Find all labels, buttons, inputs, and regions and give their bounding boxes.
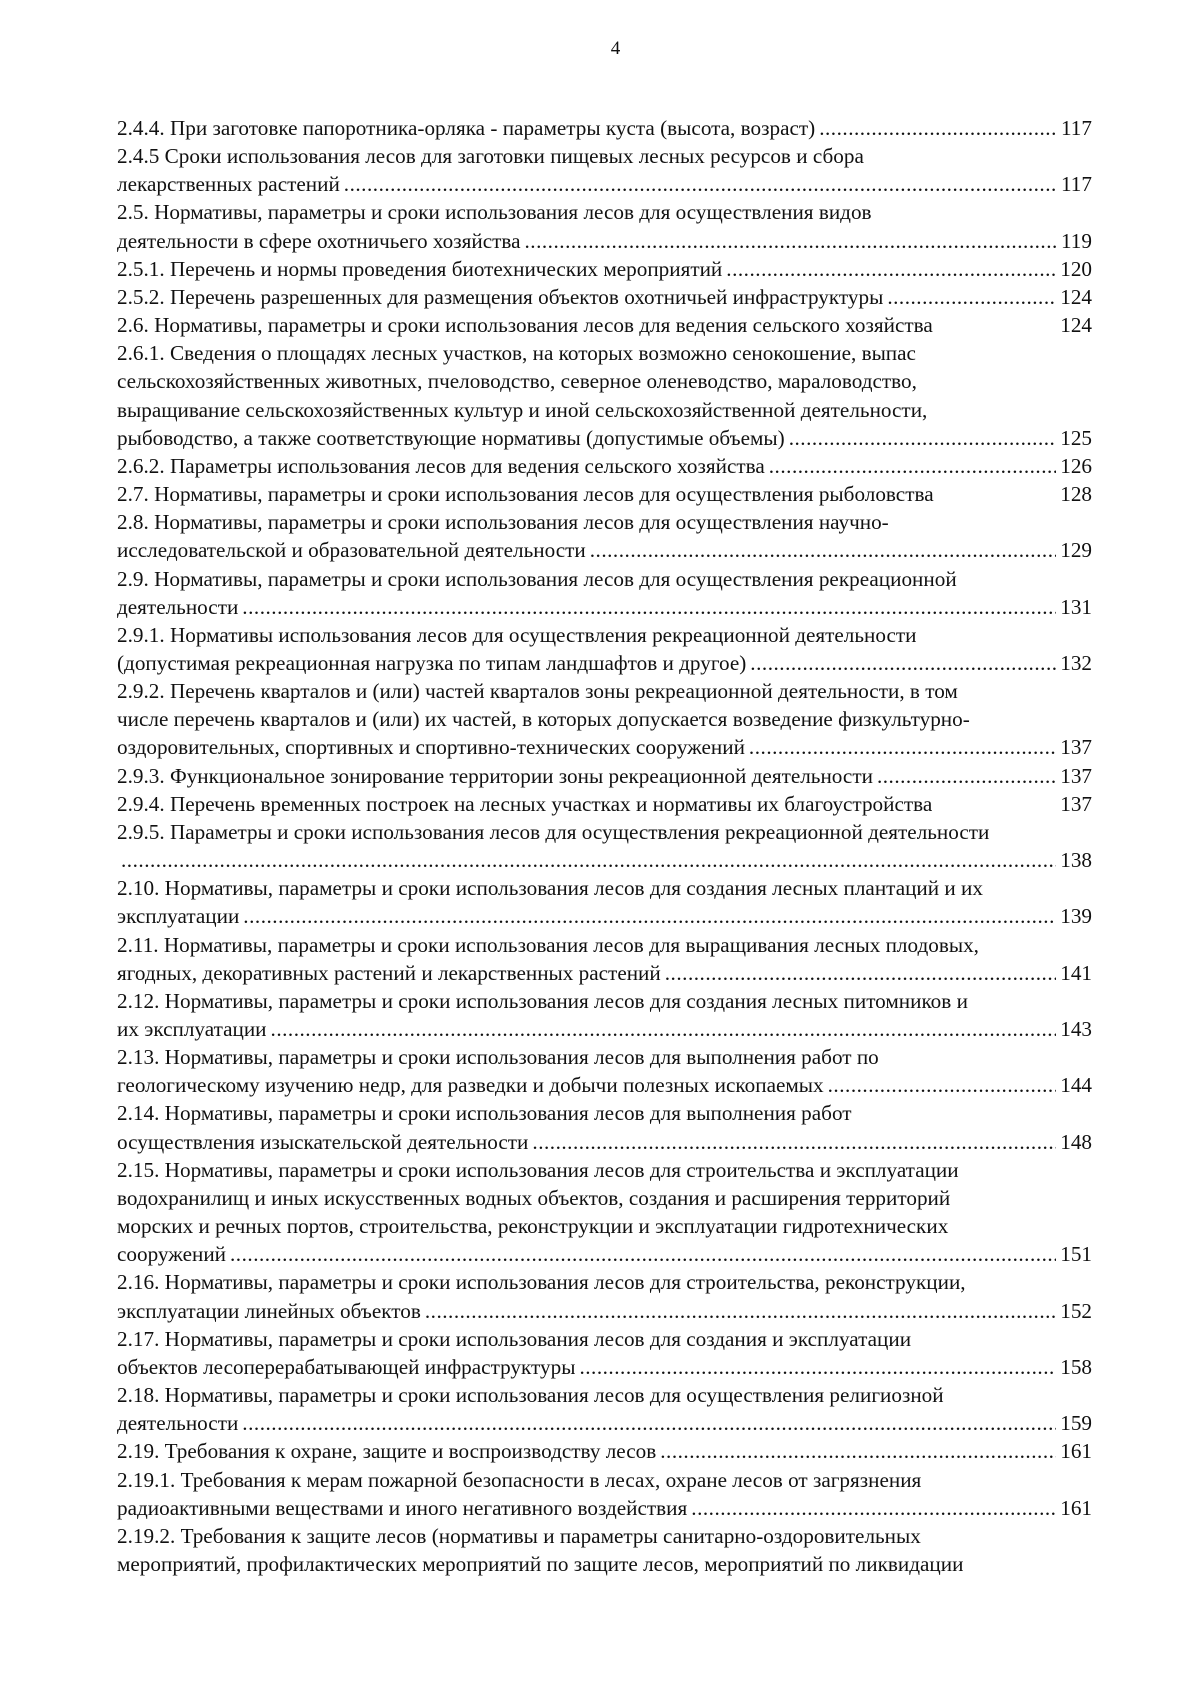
toc-entry-title: 2.6.2. Параметры использования лесов для ведения сельского хозяйства [117, 453, 765, 478]
toc-page-number: 117 [1061, 116, 1092, 140]
dot-leader [344, 170, 1057, 198]
toc-entry-title: геологическому изучению недр, для разведки и добычи полезных ископаемых [117, 1073, 824, 1098]
toc-page-number: 138 [1060, 848, 1092, 873]
toc-entry-last-line [117, 283, 1092, 311]
toc-entry-last-line [117, 593, 1092, 621]
toc-entry-last-line [117, 255, 1092, 283]
toc-page-number: 119 [1061, 228, 1092, 253]
dot-leader [828, 1071, 1057, 1099]
dot-leader [425, 1297, 1056, 1325]
toc-entry [117, 1437, 1092, 1465]
toc-entry [117, 255, 1092, 283]
toc-entry-line: 2.18. Нормативы, параметры и сроки использования лесов для осуществления религиозной [117, 1383, 944, 1408]
toc-entry [117, 987, 1092, 1043]
toc-entry-last-line [117, 1240, 1092, 1268]
toc-entry-line: 2.10. Нормативы, параметры и сроки использования лесов для создания лесных плантаций и их [117, 876, 983, 901]
toc-entry-line: числе перечень кварталов и (или) их частей, в которых допускается возведение физкультурно- [117, 707, 970, 732]
toc-entry [117, 565, 1092, 621]
dot-leader [769, 452, 1056, 480]
toc-entry-last-line [117, 1409, 1092, 1437]
toc-entry-last-line [117, 1128, 1092, 1156]
toc-entry [117, 818, 1092, 874]
toc-entry [117, 142, 1092, 198]
toc-entry-title: эксплуатации [117, 904, 240, 929]
toc-entry-last-line [117, 1353, 1092, 1381]
toc-entry-last-line [117, 1437, 1092, 1465]
toc-entry-title: лекарственных растений [117, 172, 340, 197]
dot-leader [579, 1353, 1056, 1381]
toc-entry-line: 2.9.5. Параметры и сроки использования лесов для осуществления рекреационной деятельности [117, 819, 990, 844]
toc-entry-line: 2.4.5 Сроки использования лесов для заготовки пищевых лесных ресурсов и сбора [117, 144, 864, 169]
toc-entry-title: их эксплуатации [117, 1017, 267, 1041]
toc-page-number: 141 [1060, 960, 1092, 985]
toc-page-number: 152 [1060, 1298, 1092, 1323]
toc-entry-last-line [117, 452, 1092, 480]
toc-entry-title: (допустимая рекреационная нагрузка по типам ландшафтов и другое) [117, 650, 747, 675]
toc-entry-title: 2.7. Нормативы, параметры и сроки использования лесов для осуществления рыболовства [117, 482, 934, 507]
toc-entry-last-line [117, 1015, 1092, 1043]
toc-page-number: 137 [1060, 735, 1092, 760]
dot-leader [121, 846, 1056, 874]
toc-entry-line: 2.11. Нормативы, параметры и сроки использования лесов для выращивания лесных плодовых, [117, 932, 979, 957]
toc-page-number: 161 [1060, 1495, 1092, 1520]
toc-entry [117, 508, 1092, 564]
toc-trailing-line: мероприятий, профилактических мероприятий по защите лесов, мероприятий по ликвидации [117, 1551, 964, 1576]
dot-leader [887, 283, 1056, 311]
toc-entry-last-line [117, 536, 1092, 564]
dot-leader [691, 1494, 1056, 1522]
toc-page-number: 137 [1060, 791, 1092, 816]
toc-page-number: 139 [1060, 904, 1092, 929]
toc-entry-title: эксплуатации линейных объектов [117, 1298, 421, 1323]
toc-entry [117, 762, 1092, 790]
toc-entry-title: 2.4.4. При заготовке папоротника-орляка - параметры куста (высота, возраст) [117, 116, 816, 140]
toc-entry-title: объектов лесоперерабатывающей инфраструктуры [117, 1354, 576, 1379]
toc-entry-last-line [117, 959, 1092, 987]
toc-entry-title: 2.9.3. Функциональное зонирование территории зоны рекреационной деятельности [117, 763, 873, 788]
toc-entry-title: деятельности [117, 594, 239, 619]
dot-leader [665, 959, 1056, 987]
toc-entry-title: 2.9.4. Перечень временных построек на лесных участках и нормативы их благоустройства [117, 791, 933, 816]
toc-entry-last-line [117, 311, 1092, 339]
toc-entry [117, 677, 1092, 761]
toc-entry-title: осуществления изыскательской деятельности [117, 1129, 529, 1154]
toc-entry-title: деятельности [117, 1411, 239, 1436]
toc-entry-last-line [117, 902, 1092, 930]
toc-entry-line: 2.14. Нормативы, параметры и сроки использования лесов для выполнения работ [117, 1101, 852, 1126]
toc-page-number: 120 [1060, 256, 1092, 281]
toc-entry [117, 452, 1092, 480]
dot-leader [532, 1128, 1056, 1156]
toc-entry-title: исследовательской и образовательной деятельности [117, 538, 586, 563]
toc-page-number: 151 [1060, 1242, 1092, 1267]
toc-entry-title: 2.19. Требования к охране, защите и воспроизводству лесов [117, 1439, 657, 1464]
toc-entry-line: 2.8. Нормативы, параметры и сроки использования лесов для осуществления научно- [117, 510, 889, 535]
toc-entry-line: 2.9.1. Нормативы использования лесов для осуществления рекреационной деятельности [117, 622, 917, 647]
page-number: 4 [610, 38, 621, 59]
toc-entry-last-line [117, 846, 1092, 874]
toc-entry-line: морских и речных портов, строительства, реконструкции и эксплуатации гидротехнических [117, 1214, 949, 1239]
toc-entry-title: ягодных, декоративных растений и лекарственных растений [117, 960, 661, 985]
toc-entry-last-line [117, 1297, 1092, 1325]
table-of-contents [117, 114, 1092, 1578]
toc-entry-last-line [117, 790, 1092, 818]
toc-entry [117, 1466, 1092, 1522]
toc-page-number: 126 [1060, 453, 1092, 478]
toc-entry [117, 874, 1092, 930]
toc-entry-title: радиоактивными веществами и иного негативного воздействия [117, 1495, 688, 1520]
toc-entry-line: водохранилищ и иных искусственных водных объектов, создания и расширения территорий [117, 1185, 951, 1210]
toc-page-number: 161 [1060, 1439, 1092, 1464]
toc-entry [117, 1325, 1092, 1381]
dot-leader [243, 902, 1056, 930]
toc-entry-title: 2.5.1. Перечень и нормы проведения биотехнических мероприятий [117, 256, 723, 281]
toc-entry-title: оздоровительных, спортивных и спортивно-технических сооружений [117, 735, 745, 760]
dot-leader [271, 1015, 1057, 1043]
toc-page-number: 125 [1060, 425, 1092, 450]
toc-page-number: 132 [1060, 650, 1092, 675]
toc-page-number: 117 [1061, 172, 1092, 197]
toc-page-number: 143 [1060, 1017, 1092, 1041]
toc-entry [117, 1381, 1092, 1437]
toc-entry-title: сооружений [117, 1242, 226, 1267]
toc-page-number: 159 [1060, 1411, 1092, 1436]
toc-entry [117, 311, 1092, 339]
dot-leader [242, 1409, 1056, 1437]
toc-page-number: 124 [1060, 313, 1092, 338]
toc-entry-last-line [117, 170, 1092, 198]
dot-leader [789, 424, 1057, 452]
toc-entry [117, 1043, 1092, 1099]
toc-page-number: 148 [1060, 1129, 1092, 1154]
toc-entry-title: 2.6. Нормативы, параметры и сроки использования лесов для ведения сельского хозяйства [117, 313, 933, 338]
toc-entry-line: 2.15. Нормативы, параметры и сроки использования лесов для строительства и эксплуатации [117, 1157, 959, 1182]
toc-entry-line: 2.9. Нормативы, параметры и сроки использования лесов для осуществления рекреационной [117, 566, 957, 591]
dot-leader [590, 536, 1056, 564]
toc-entry [117, 1156, 1092, 1269]
toc-entry-line: сельскохозяйственных животных, пчеловодство, северное оленеводство, мараловодство, [117, 369, 917, 394]
toc-page-number: 129 [1060, 538, 1092, 563]
dot-leader [749, 733, 1056, 761]
toc-entry [117, 1099, 1092, 1155]
toc-entry-last-line [117, 1494, 1092, 1522]
toc-entry [117, 621, 1092, 677]
toc-page-number: 124 [1060, 284, 1092, 309]
toc-entry [117, 339, 1092, 452]
toc-entry [117, 198, 1092, 254]
toc-entry-line: 2.16. Нормативы, параметры и сроки использования лесов для строительства, реконструкции, [117, 1270, 966, 1295]
toc-entry-line: 2.17. Нормативы, параметры и сроки использования лесов для создания и эксплуатации [117, 1326, 912, 1351]
toc-trailing-line: 2.19.2. Требования к защите лесов (нормативы и параметры санитарно-оздоровительных [117, 1523, 921, 1548]
toc-entry-line: 2.9.2. Перечень кварталов и (или) частей кварталов зоны рекреационной деятельности, в том [117, 679, 958, 704]
toc-entry [117, 931, 1092, 987]
toc-entry-line: 2.12. Нормативы, параметры и сроки использования лесов для создания лесных питомников и [117, 988, 968, 1013]
toc-entry-last-line [117, 1071, 1092, 1099]
toc-entry-title: деятельности в сфере охотничьего хозяйства [117, 228, 521, 253]
toc-page-number: 144 [1060, 1073, 1092, 1098]
toc-entry [117, 1268, 1092, 1324]
toc-page-number: 128 [1060, 482, 1092, 507]
toc-entry-line: 2.13. Нормативы, параметры и сроки использования лесов для выполнения работ по [117, 1045, 879, 1070]
dot-leader [819, 114, 1057, 142]
dot-leader [726, 255, 1056, 283]
toc-entry-line: 2.19.1. Требования к мерам пожарной безопасности в лесах, охране лесов от загрязнения [117, 1467, 922, 1492]
dot-leader [660, 1437, 1056, 1465]
toc-page-number: 137 [1060, 763, 1092, 788]
toc-entry-last-line [117, 733, 1092, 761]
toc-entry-line: выращивание сельскохозяйственных культур и иной сельскохозяйственной деятельности, [117, 397, 928, 422]
toc-entry-line: 2.5. Нормативы, параметры и сроки использования лесов для осуществления видов [117, 200, 872, 225]
dot-leader [524, 227, 1057, 255]
toc-entry [117, 283, 1092, 311]
dot-leader [242, 593, 1056, 621]
toc-entry-title: 2.5.2. Перечень разрешенных для размещения объектов охотничьей инфраструктуры [117, 284, 884, 309]
toc-entry-last-line [117, 649, 1092, 677]
toc-entry [117, 480, 1092, 508]
dot-leader [230, 1240, 1056, 1268]
toc-entry-last-line [117, 480, 1092, 508]
toc-entry [117, 790, 1092, 818]
toc-entry-last-line [117, 114, 1092, 142]
toc-page-number: 131 [1060, 594, 1092, 619]
toc-entry-last-line [117, 424, 1092, 452]
toc-entry-last-line [117, 762, 1092, 790]
dot-leader [750, 649, 1056, 677]
toc-entry [117, 114, 1092, 142]
toc-entry-title: рыбоводство, а также соответствующие нормативы (допустимые объемы) [117, 425, 785, 450]
toc-page-number: 158 [1060, 1354, 1092, 1379]
toc-entry-line: 2.6.1. Сведения о площадях лесных участков, на которых возможно сенокошение, выпас [117, 341, 916, 366]
toc-entry-last-line [117, 227, 1092, 255]
dot-leader [877, 762, 1056, 790]
